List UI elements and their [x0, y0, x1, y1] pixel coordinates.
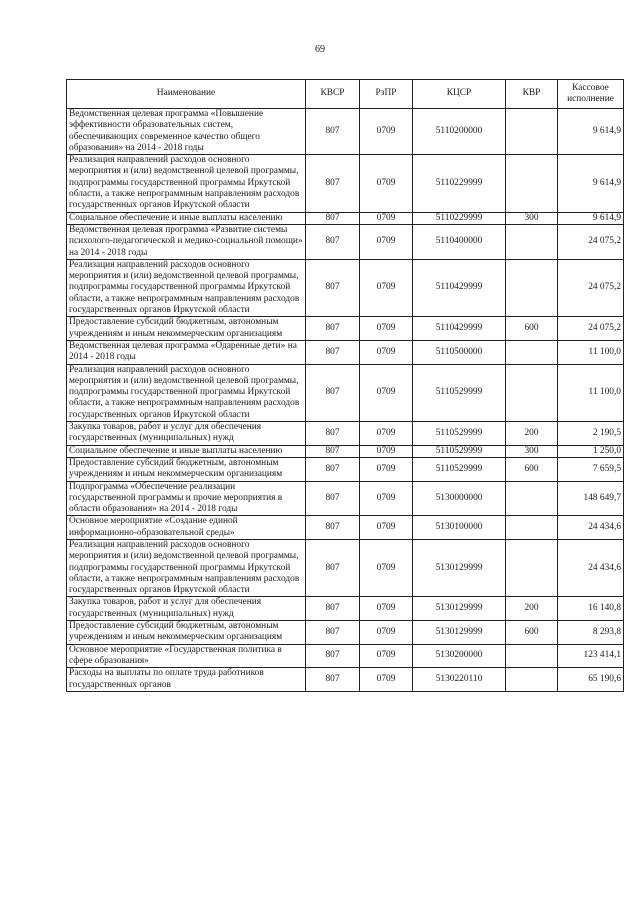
table-row — [67, 340, 624, 364]
table-row — [67, 224, 624, 259]
row-kvr-cell — [506, 340, 558, 364]
row-kvr-cell: 300 — [506, 212, 558, 224]
row-name-cell: Основное мероприятие «Государственная политика в сфере образования» — [67, 644, 306, 668]
table-row — [67, 212, 624, 224]
row-kvr-cell — [506, 224, 558, 259]
row-name-cell: Ведомственная целевая программа «Развитие системы психолого-педагогической и медико-социальной помощи» на 2014 - 2018 годы — [67, 224, 306, 259]
table-row — [67, 668, 624, 692]
row-amount-cell: 1 250,0 — [558, 445, 624, 457]
row-name-cell: Подпрограмма «Обеспечение реализации государственной программы и прочие мероприятия в области образования» на 2014 - 2018 годы — [67, 481, 306, 516]
row-kvr-cell — [506, 155, 558, 212]
row-amount-cell: 24 434,6 — [558, 516, 624, 540]
row-rzpr-cell: 0709 — [360, 621, 413, 645]
row-rzpr-cell: 0709 — [360, 481, 413, 516]
row-name-cell: Предоставление субсидий бюджетным, автономным учреждениям и иным некоммерческим организациям — [67, 317, 306, 341]
table-row — [67, 644, 624, 668]
row-amount-cell: 2 190,5 — [558, 422, 624, 446]
row-amount-cell: 8 293,8 — [558, 621, 624, 645]
table-row — [67, 597, 624, 621]
row-kvsr-cell: 807 — [306, 621, 360, 645]
table-row — [67, 445, 624, 457]
row-amount-cell: 9 614,9 — [558, 155, 624, 212]
row-kcsr-cell: 5130000000 — [413, 481, 506, 516]
row-kvsr-cell: 807 — [306, 668, 360, 692]
header-rzpr: РзПР — [360, 80, 413, 109]
row-amount-cell: 9 614,9 — [558, 109, 624, 155]
row-kcsr-cell: 5110200000 — [413, 109, 506, 155]
row-name-cell: Реализация направлений расходов основного мероприятия и (или) ведомственной целевой программы, подпрограммы государственной программы Иркутской области, а также непрограммным направлениям расходов государственных органов Иркутской области — [67, 155, 306, 212]
row-name-cell: Социальное обеспечение и иные выплаты населению — [67, 445, 306, 457]
row-kvr-cell — [506, 364, 558, 421]
row-amount-cell: 16 140,8 — [558, 597, 624, 621]
row-name-cell: Ведомственная целевая программа «Одаренные дети» на 2014 - 2018 годы — [67, 340, 306, 364]
row-kvr-cell — [506, 539, 558, 596]
row-name-cell: Предоставление субсидий бюджетным, автономным учреждениям и иным некоммерческим организациям — [67, 621, 306, 645]
row-rzpr-cell: 0709 — [360, 457, 413, 481]
table-row — [67, 317, 624, 341]
row-kvsr-cell: 807 — [306, 445, 360, 457]
row-rzpr-cell: 0709 — [360, 668, 413, 692]
table-row — [67, 109, 624, 155]
header-kcsr: КЦСР — [413, 80, 506, 109]
row-kvr-cell: 600 — [506, 621, 558, 645]
row-amount-cell: 11 100,0 — [558, 340, 624, 364]
row-rzpr-cell: 0709 — [360, 259, 413, 316]
table-row — [67, 422, 624, 446]
row-kvsr-cell: 807 — [306, 317, 360, 341]
row-amount-cell: 123 414,1 — [558, 644, 624, 668]
row-name-cell: Закупка товаров, работ и услуг для обеспечения государственных (муниципальных) нужд — [67, 597, 306, 621]
row-kcsr-cell: 5110529999 — [413, 445, 506, 457]
row-kcsr-cell: 5110229999 — [413, 155, 506, 212]
row-rzpr-cell: 0709 — [360, 597, 413, 621]
row-kcsr-cell: 5110500000 — [413, 340, 506, 364]
row-rzpr-cell: 0709 — [360, 516, 413, 540]
row-name-cell: Расходы на выплаты по оплате труда работников государственных органов — [67, 668, 306, 692]
row-name-cell: Закупка товаров, работ и услуг для обеспечения государственных (муниципальных) нужд — [67, 422, 306, 446]
row-rzpr-cell: 0709 — [360, 539, 413, 596]
row-kcsr-cell: 5110429999 — [413, 317, 506, 341]
page-number: 69 — [315, 44, 325, 55]
table-row — [67, 364, 624, 421]
row-kvsr-cell: 807 — [306, 340, 360, 364]
row-kvsr-cell: 807 — [306, 422, 360, 446]
row-kvr-cell: 300 — [506, 445, 558, 457]
row-kvr-cell: 600 — [506, 317, 558, 341]
table-row — [67, 155, 624, 212]
row-kcsr-cell: 5130100000 — [413, 516, 506, 540]
row-kvsr-cell: 807 — [306, 539, 360, 596]
row-kcsr-cell: 5110400000 — [413, 224, 506, 259]
row-amount-cell: 24 075,2 — [558, 317, 624, 341]
row-name-cell: Реализация направлений расходов основного мероприятия и (или) ведомственной целевой программы, подпрограммы государственной программы Иркутской области, а также непрограммным направлениям расходов государственных органов Иркутской области — [67, 259, 306, 316]
row-kcsr-cell: 5110529999 — [413, 457, 506, 481]
row-kvr-cell — [506, 481, 558, 516]
table-row — [67, 481, 624, 516]
row-kvsr-cell: 807 — [306, 597, 360, 621]
row-kvr-cell — [506, 644, 558, 668]
row-kvsr-cell: 807 — [306, 155, 360, 212]
row-rzpr-cell: 0709 — [360, 212, 413, 224]
row-kcsr-cell: 5130129999 — [413, 621, 506, 645]
table-body — [67, 109, 624, 692]
row-kvsr-cell: 807 — [306, 364, 360, 421]
row-amount-cell: 9 614,9 — [558, 212, 624, 224]
row-name-cell: Реализация направлений расходов основного мероприятия и (или) ведомственной целевой программы, подпрограммы государственной программы Иркутской области, а также непрограммным направлениям расходов государственных органов Иркутской области — [67, 364, 306, 421]
row-kcsr-cell: 5130220110 — [413, 668, 506, 692]
row-kcsr-cell: 5110229999 — [413, 212, 506, 224]
table-row — [67, 259, 624, 316]
row-rzpr-cell: 0709 — [360, 224, 413, 259]
row-amount-cell: 11 100,0 — [558, 364, 624, 421]
row-amount-cell: 24 075,2 — [558, 259, 624, 316]
row-kvsr-cell: 807 — [306, 644, 360, 668]
row-kvsr-cell: 807 — [306, 109, 360, 155]
table-header-row — [67, 80, 624, 109]
row-rzpr-cell: 0709 — [360, 644, 413, 668]
row-amount-cell: 148 649,7 — [558, 481, 624, 516]
row-rzpr-cell: 0709 — [360, 445, 413, 457]
row-rzpr-cell: 0709 — [360, 317, 413, 341]
row-kvr-cell: 600 — [506, 457, 558, 481]
row-rzpr-cell: 0709 — [360, 364, 413, 421]
table-row — [67, 516, 624, 540]
row-kvr-cell — [506, 259, 558, 316]
row-kcsr-cell: 5130200000 — [413, 644, 506, 668]
header-amount: Кассовое исполнение — [558, 80, 624, 109]
row-kvsr-cell: 807 — [306, 516, 360, 540]
table-row — [67, 539, 624, 596]
row-rzpr-cell: 0709 — [360, 422, 413, 446]
row-amount-cell: 24 434,6 — [558, 539, 624, 596]
row-kcsr-cell: 5110529999 — [413, 364, 506, 421]
row-name-cell: Основное мероприятие «Создание единой информационно-образовательной среды» — [67, 516, 306, 540]
row-kcsr-cell: 5130129999 — [413, 539, 506, 596]
row-kvr-cell: 200 — [506, 597, 558, 621]
row-kvr-cell — [506, 109, 558, 155]
header-kvr: КВР — [506, 80, 558, 109]
row-kcsr-cell: 5130129999 — [413, 597, 506, 621]
row-kvsr-cell: 807 — [306, 224, 360, 259]
budget-execution-table — [66, 79, 624, 692]
row-amount-cell: 24 075,2 — [558, 224, 624, 259]
row-kcsr-cell: 5110429999 — [413, 259, 506, 316]
row-rzpr-cell: 0709 — [360, 155, 413, 212]
row-rzpr-cell: 0709 — [360, 340, 413, 364]
table-row — [67, 457, 624, 481]
row-name-cell: Ведомственная целевая программа «Повышение эффективности образовательных систем, обеспечивающих современное качество общего образования» на 2014 - 2018 годы — [67, 109, 306, 155]
row-kvsr-cell: 807 — [306, 212, 360, 224]
row-rzpr-cell: 0709 — [360, 109, 413, 155]
row-kvr-cell — [506, 516, 558, 540]
header-kvsr: КВСР — [306, 80, 360, 109]
row-kvr-cell — [506, 668, 558, 692]
row-name-cell: Реализация направлений расходов основного мероприятия и (или) ведомственной целевой программы, подпрограммы государственной программы Иркутской области, а также непрограммным направлениям расходов государственных органов Иркутской области — [67, 539, 306, 596]
row-amount-cell: 7 659,5 — [558, 457, 624, 481]
row-kcsr-cell: 5110529999 — [413, 422, 506, 446]
row-name-cell: Социальное обеспечение и иные выплаты населению — [67, 212, 306, 224]
row-kvsr-cell: 807 — [306, 457, 360, 481]
row-kvr-cell: 200 — [506, 422, 558, 446]
row-kvsr-cell: 807 — [306, 481, 360, 516]
row-name-cell: Предоставление субсидий бюджетным, автономным учреждениям и иным некоммерческим организациям — [67, 457, 306, 481]
header-name: Наименование — [67, 80, 306, 109]
row-amount-cell: 65 190,6 — [558, 668, 624, 692]
row-kvsr-cell: 807 — [306, 259, 360, 316]
table-row — [67, 621, 624, 645]
